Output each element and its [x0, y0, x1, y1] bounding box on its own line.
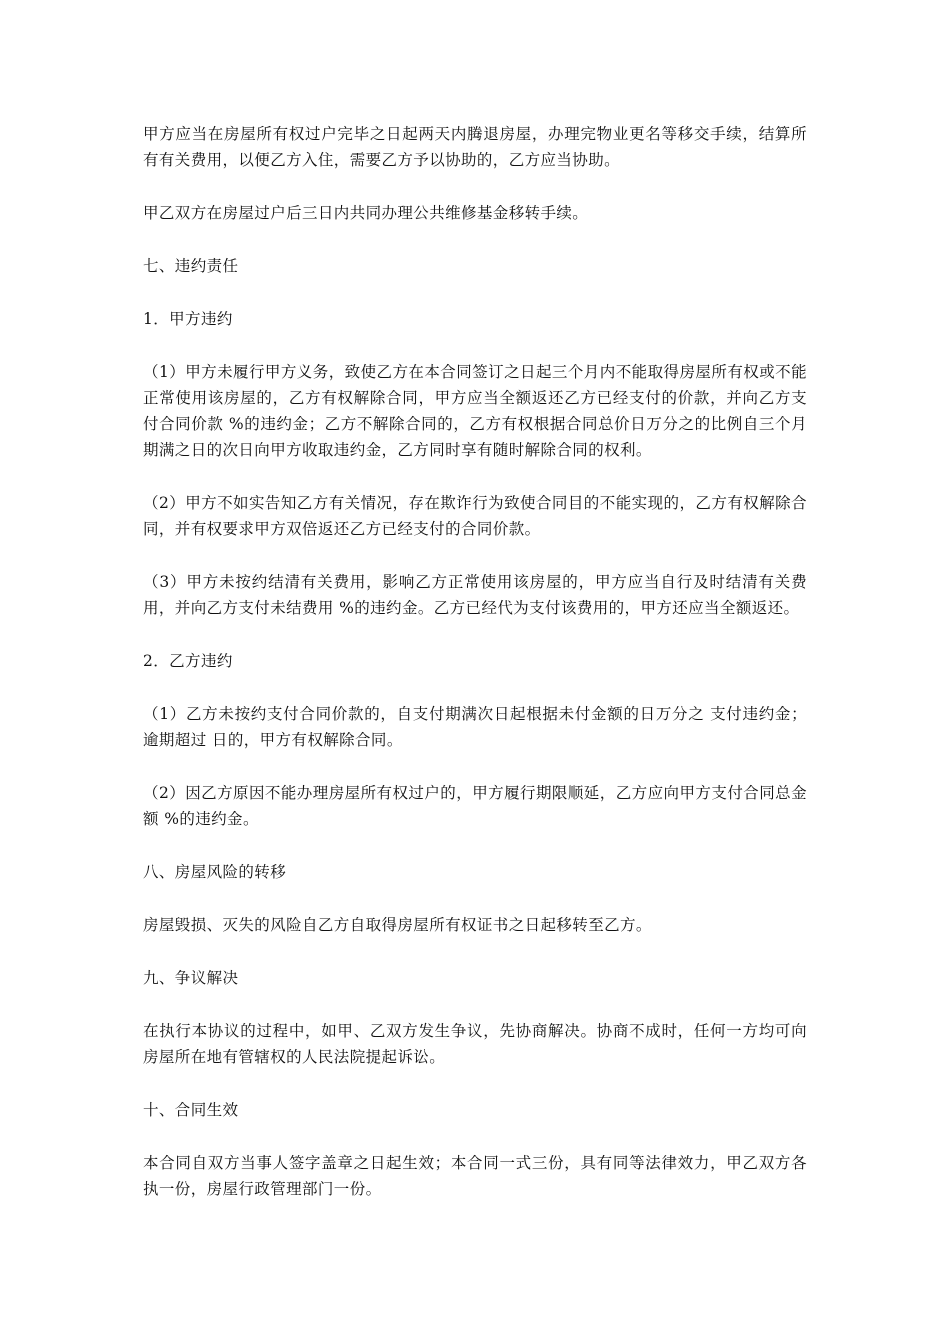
dispute-clause: 在执行本协议的过程中，如甲、乙双方发生争议，先协商解决。协商不成时，任何一方均可向房屋所在地有管辖权的人民法院提起诉讼。 — [143, 1022, 807, 1066]
effectiveness-clause: 本合同自双方当事人签字盖章之日起生效；本合同一式三份，具有同等法律效力，甲乙双方各执一份，房屋行政管理部门一份。 — [143, 1154, 807, 1198]
party-b-breach-item-1: （1）乙方未按约支付合同价款的，自支付期满次日起根据未付金额的日万分之 支付违约金；逾期超过 日的，甲方有权解除合同。 — [143, 705, 807, 749]
section-9-heading: 九、争议解决 — [143, 969, 239, 987]
party-b-breach-item-2: （2）因乙方原因不能办理房屋所有权过户的，甲方履行期限顺延，乙方应向甲方支付合同总金额 %的违约金。 — [143, 784, 807, 828]
party-a-breach-item-1: （1）甲方未履行甲方义务，致使乙方在本合同签订之日起三个月内不能取得房屋所有权或不能正常使用该房屋的，乙方有权解除合同，甲方应当全额返还乙方已经支付的价款，并向乙方支付合同价款 %的违约金；乙方不解除合同的，乙方有权根据合同总价日万分之的比例自三个月期满之日的次日向甲方收取违约金，乙方同时享有随时解除合同的权利。 — [143, 363, 807, 459]
document-page — [143, 121, 807, 1229]
section-7-heading: 七、违约责任 — [143, 257, 239, 275]
handover-clause: 甲方应当在房屋所有权过户完毕之日起两天内腾退房屋，办理完物业更名等移交手续，结算所有有关费用，以便乙方入住，需要乙方予以协助的，乙方应当协助。 — [143, 125, 807, 169]
party-b-breach-heading: 2．乙方违约 — [143, 652, 233, 670]
maintenance-fund-clause: 甲乙双方在房屋过户后三日内共同办理公共维修基金移转手续。 — [143, 204, 589, 222]
party-a-breach-item-3: （3）甲方未按约结清有关费用，影响乙方正常使用该房屋的，甲方应当自行及时结清有关费用，并向乙方支付未结费用 %的违约金。乙方已经代为支付该费用的，甲方还应当全额返还。 — [143, 573, 807, 617]
risk-transfer-clause: 房屋毁损、灭失的风险自乙方自取得房屋所有权证书之日起移转至乙方。 — [143, 916, 652, 934]
section-10-heading: 十、合同生效 — [143, 1101, 239, 1119]
party-a-breach-heading: 1．甲方违约 — [143, 310, 233, 328]
section-8-heading: 八、房屋风险的转移 — [143, 863, 287, 881]
party-a-breach-item-2: （2）甲方不如实告知乙方有关情况，存在欺诈行为致使合同目的不能实现的，乙方有权解除合同，并有权要求甲方双倍返还乙方已经支付的合同价款。 — [143, 494, 807, 538]
